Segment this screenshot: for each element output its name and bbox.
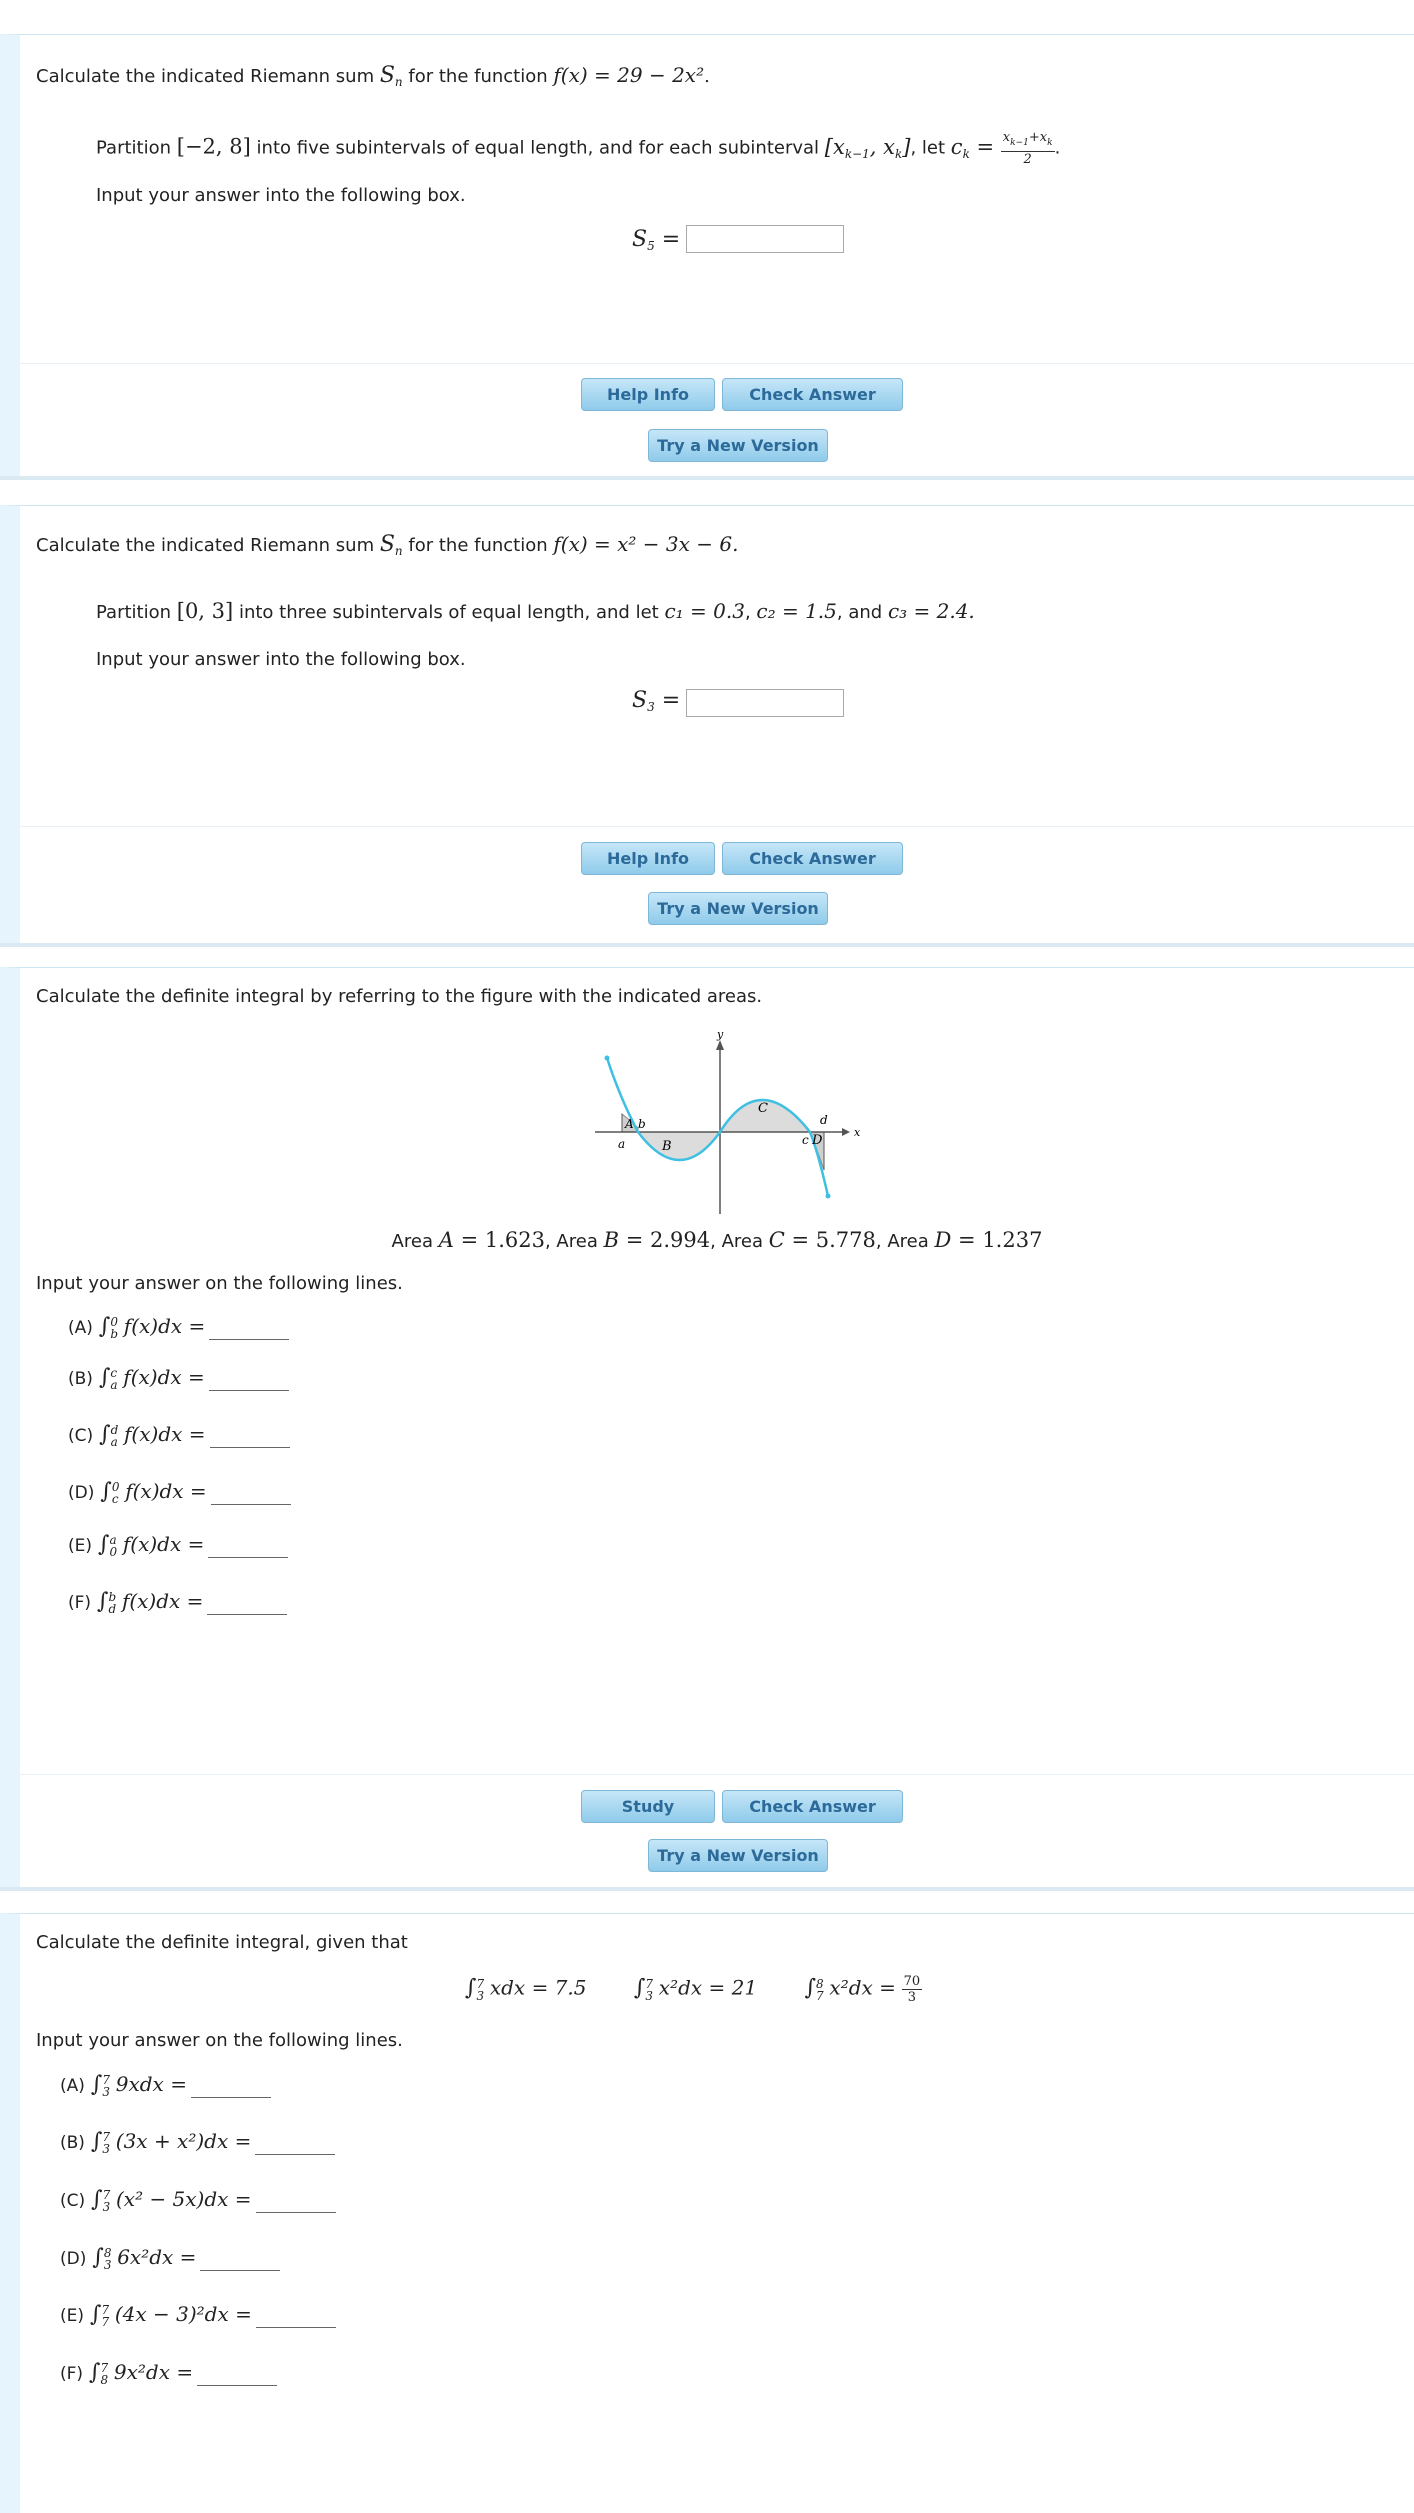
- q4-item-f: (F) ∫ 7 8 9x²dx =: [60, 2360, 277, 2386]
- help-info-button[interactable]: Help Info: [581, 842, 715, 875]
- ck-fraction: $\frac{x_{k-1}+x_k}{2}$: [1002, 130, 1053, 167]
- question-2-prompt: Calculate the indicated Riemann sum $S_n$ for the function f(x) = x² − 3x − 6.: [36, 532, 739, 558]
- try-new-version-button[interactable]: Try a New Version: [648, 892, 828, 925]
- question-2-instruction: Input your answer into the following box.: [96, 649, 466, 670]
- given-integrals: ∫ 7 3 xdx = 7.5 ∫ 7 3 x²dx = 21 ∫ 8 7 x²dx = $\frac{70}{3}$: [465, 1974, 921, 2005]
- question-4-instruction: Input your answer on the following lines.: [36, 2030, 403, 2051]
- s5-label: $S_5$ =: [632, 227, 681, 253]
- question-1-instruction: Input your answer into the following box.: [96, 185, 466, 206]
- question-1-panel: [0, 34, 1414, 476]
- answer-line[interactable]: [191, 2077, 271, 2098]
- question-1-prompt: Calculate the indicated Riemann sum $S_n$ for the function f(x) = 29 − 2x².: [36, 63, 710, 89]
- q4-item-b: (B) ∫ 7 3 (3x + x²)dx =: [60, 2129, 335, 2155]
- answer-line[interactable]: [210, 1427, 290, 1448]
- label-B: B: [662, 1139, 672, 1154]
- try-new-version-button[interactable]: Try a New Version: [648, 1839, 828, 1872]
- q4-item-a: (A) ∫ 7 3 9xdx =: [60, 2072, 271, 2098]
- q3-item-d: (D) ∫ 0 c f(x)dx =: [68, 1479, 291, 1505]
- given-fraction: $\frac{70}{3}$: [903, 1974, 921, 2005]
- q4-item-d: (D) ∫ 8 3 6x²dx =: [60, 2245, 280, 2271]
- answer-line[interactable]: [211, 1484, 291, 1505]
- q4-item-e: (E) ∫ 7 7 (4x − 3)²dx =: [60, 2302, 336, 2328]
- label-C: C: [758, 1101, 768, 1116]
- q3-item-a: (A) ∫ 0 b f(x)dx =: [68, 1314, 289, 1340]
- answer-line[interactable]: [207, 1594, 287, 1615]
- answer-line[interactable]: [209, 1319, 289, 1340]
- study-button[interactable]: Study: [581, 1790, 715, 1823]
- check-answer-button[interactable]: Check Answer: [722, 842, 903, 875]
- try-new-version-button[interactable]: Try a New Version: [648, 429, 828, 462]
- y-axis-label: y: [717, 1028, 724, 1041]
- question-3-prompt: Calculate the definite integral by referring to the figure with the indicated areas.: [36, 986, 763, 1007]
- q3-item-f: (F) ∫ b d f(x)dx =: [68, 1589, 287, 1615]
- answer-line[interactable]: [209, 1370, 289, 1391]
- s3-answer-input[interactable]: [686, 689, 844, 717]
- check-answer-button[interactable]: Check Answer: [722, 1790, 903, 1823]
- q3-item-c: (C) ∫ d a f(x)dx =: [68, 1422, 290, 1448]
- check-answer-button[interactable]: Check Answer: [722, 378, 903, 411]
- x-axis-label: x: [854, 1126, 861, 1139]
- s5-answer-input[interactable]: [686, 225, 844, 253]
- label-A: A: [625, 1117, 634, 1131]
- s3-label: $S_3$ =: [632, 688, 681, 714]
- label-c: c: [802, 1133, 809, 1147]
- label-a: a: [618, 1137, 626, 1151]
- answer-line[interactable]: [197, 2365, 277, 2386]
- label-D: D: [812, 1133, 823, 1148]
- function-expression: f(x) = x² − 3x − 6.: [553, 532, 739, 556]
- answer-line[interactable]: [255, 2134, 335, 2155]
- area-values: Area A = 1.623, Area B = 2.994, Area C = 5.778, Area D = 1.237: [391, 1228, 1043, 1252]
- question-3-panel: [0, 967, 1414, 1887]
- answer-line[interactable]: [256, 2192, 336, 2213]
- question-2-partition: Partition [0, 3] into three subintervals of equal length, and let c₁ = 0.3, c₂ = 1.5, and c₃ = 2.4.: [96, 599, 975, 623]
- question-4-prompt: Calculate the definite integral, given that: [36, 1932, 408, 1953]
- q3-item-e: (E) ∫ a 0 f(x)dx =: [68, 1532, 288, 1558]
- answer-line[interactable]: [256, 2307, 336, 2328]
- area-figure: [580, 1028, 880, 1218]
- q3-item-b: (B) ∫ c a f(x)dx =: [68, 1365, 289, 1391]
- label-b: b: [638, 1117, 646, 1131]
- question-2-panel: [0, 505, 1414, 943]
- answer-line[interactable]: [208, 1537, 288, 1558]
- question-4-panel: [0, 1913, 1414, 2513]
- answer-line[interactable]: [200, 2250, 280, 2271]
- label-d: d: [820, 1113, 828, 1127]
- function-expression: f(x) = 29 − 2x²: [553, 63, 705, 87]
- help-info-button[interactable]: Help Info: [581, 378, 715, 411]
- question-3-instruction: Input your answer on the following lines.: [36, 1273, 403, 1294]
- q4-item-c: (C) ∫ 7 3 (x² − 5x)dx =: [60, 2187, 336, 2213]
- question-1-partition: Partition [−2, 8] into five subintervals of equal length, and for each subinterval [$x_{k-1}$, $x_k$], let $c_k$ = $\frac{x_{k-1}+x_k}{2}$ .: [96, 130, 1061, 167]
